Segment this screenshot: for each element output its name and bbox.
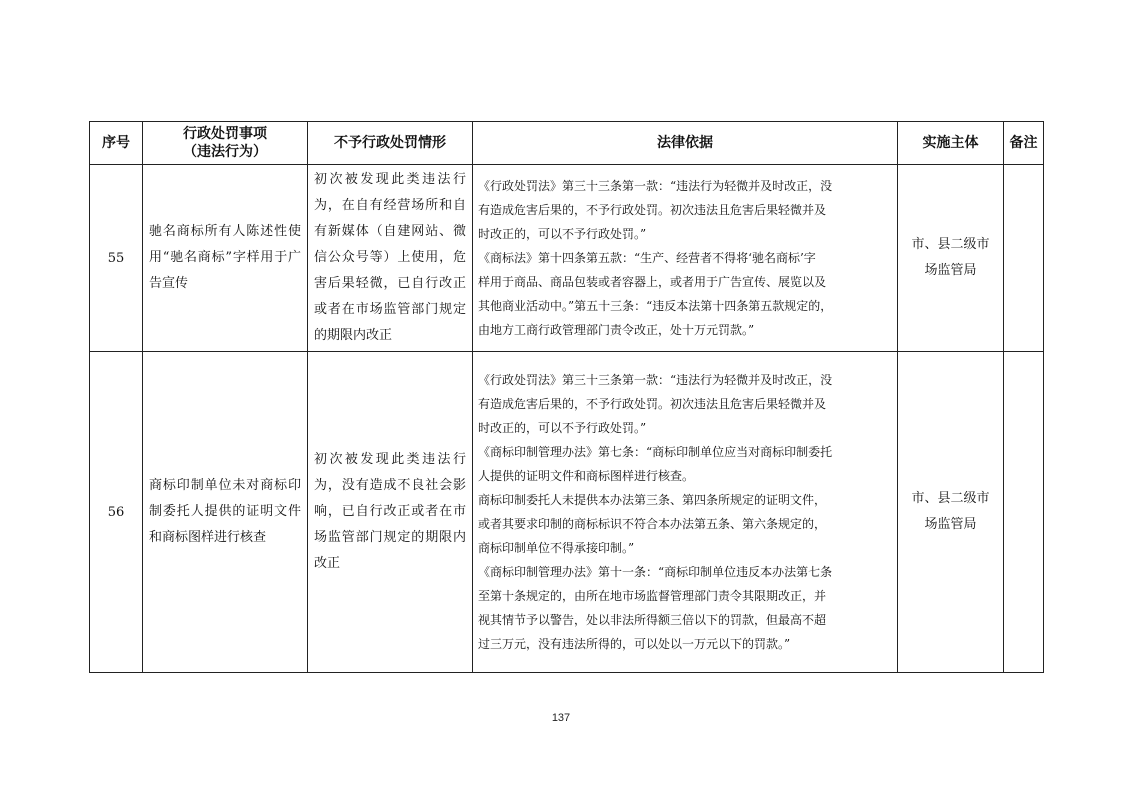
legal-basis-line: 过三万元，没有违法所得的，可以处以一万元以下的罚款。” bbox=[478, 637, 791, 651]
legal-basis bbox=[473, 352, 898, 673]
penalty-item: 商标印制单位未对商标印制委托人提供的证明文件和商标图样进行核查 bbox=[143, 352, 308, 673]
legal-basis-line: 至第十条规定的，由所在地市场监督管理部门责令其限期改正，并 bbox=[478, 589, 827, 603]
header-item-line1: 行政处罚事项 bbox=[183, 126, 267, 142]
legal-basis-line: 有造成危害后果的，不予行政处罚。初次违法且危害后果轻微并及 bbox=[478, 397, 827, 411]
legal-basis-line: 人提供的证明文件和商标图样进行核查。 bbox=[478, 469, 695, 483]
legal-basis-line: 《行政处罚法》第三十三条第一款：“违法行为轻微并及时改正，没 bbox=[478, 373, 833, 387]
legal-basis-line: 或者其要求印制的商标标识不符合本办法第五条、第六条规定的， bbox=[478, 517, 827, 531]
remarks-cell bbox=[1004, 165, 1044, 352]
row-number: 56 bbox=[90, 352, 143, 673]
header-item bbox=[143, 122, 308, 165]
header-remarks: 备注 bbox=[1004, 122, 1044, 165]
legal-basis-line: 视其情节予以警告，处以非法所得额三倍以下的罚款，但最高不超 bbox=[478, 613, 827, 627]
legal-basis-line: 《商标印制管理办法》第七条：“商标印制单位应当对商标印制委托 bbox=[478, 445, 833, 459]
legal-basis-line: 《行政处罚法》第三十三条第一款：“违法行为轻微并及时改正，没 bbox=[478, 179, 833, 193]
penalty-table bbox=[89, 121, 1044, 673]
remarks-cell bbox=[1004, 352, 1044, 673]
header-no: 序号 bbox=[90, 122, 143, 165]
table-header-row bbox=[90, 122, 1044, 165]
header-entity: 实施主体 bbox=[898, 122, 1004, 165]
legal-basis-line: 商标印制单位不得承接印制。” bbox=[478, 541, 635, 555]
header-situation: 不予行政处罚情形 bbox=[308, 122, 473, 165]
legal-basis-line: 有造成危害后果的，不予行政处罚。初次违法且危害后果轻微并及 bbox=[478, 203, 827, 217]
table-row bbox=[90, 352, 1044, 673]
legal-basis-line: 时改正的，可以不予行政处罚。” bbox=[478, 227, 647, 241]
implementing-authority: 市、县二级市场监管局 bbox=[898, 165, 1004, 352]
legal-basis-line: 《商标法》第十四条第五款：“生产、经营者不得将‘驰名商标’字 bbox=[478, 251, 816, 265]
implementing-authority: 市、县二级市场监管局 bbox=[898, 352, 1004, 673]
legal-basis-line: 时改正的，可以不予行政处罚。” bbox=[478, 421, 647, 435]
penalty-item: 驰名商标所有人陈述性使用“驰名商标”字样用于广告宣传 bbox=[143, 165, 308, 352]
table-row bbox=[90, 165, 1044, 352]
row-number: 55 bbox=[90, 165, 143, 352]
exemption-situation: 初次被发现此类违法行为，没有造成不良社会影响，已自行改正或者在市场监管部门规定的期限内改正 bbox=[308, 352, 473, 673]
legal-basis-line: 由地方工商行政管理部门责令改正，处十万元罚款。” bbox=[478, 323, 755, 337]
legal-basis-line: 其他商业活动中。”第五十三条：“违反本法第十四条第五款规定的， bbox=[478, 299, 833, 313]
page-number: 137 bbox=[551, 712, 571, 724]
legal-basis-line: 《商标印制管理办法》第十一条：“商标印制单位违反本办法第七条 bbox=[478, 565, 833, 579]
legal-basis bbox=[473, 165, 898, 352]
header-basis: 法律依据 bbox=[473, 122, 898, 165]
legal-basis-line: 商标印制委托人未提供本办法第三条、第四条所规定的证明文件， bbox=[478, 493, 827, 507]
exemption-situation: 初次被发现此类违法行为，在自有经营场所和自有新媒体（自建网站、微信公众号等）上使用，危害后果轻微，已自行改正或者在市场监管部门规定的期限内改正 bbox=[308, 165, 473, 352]
legal-basis-line: 样用于商品、商品包装或者容器上，或者用于广告宣传、展览以及 bbox=[478, 275, 827, 289]
header-item-line2: （违法行为） bbox=[183, 144, 267, 160]
